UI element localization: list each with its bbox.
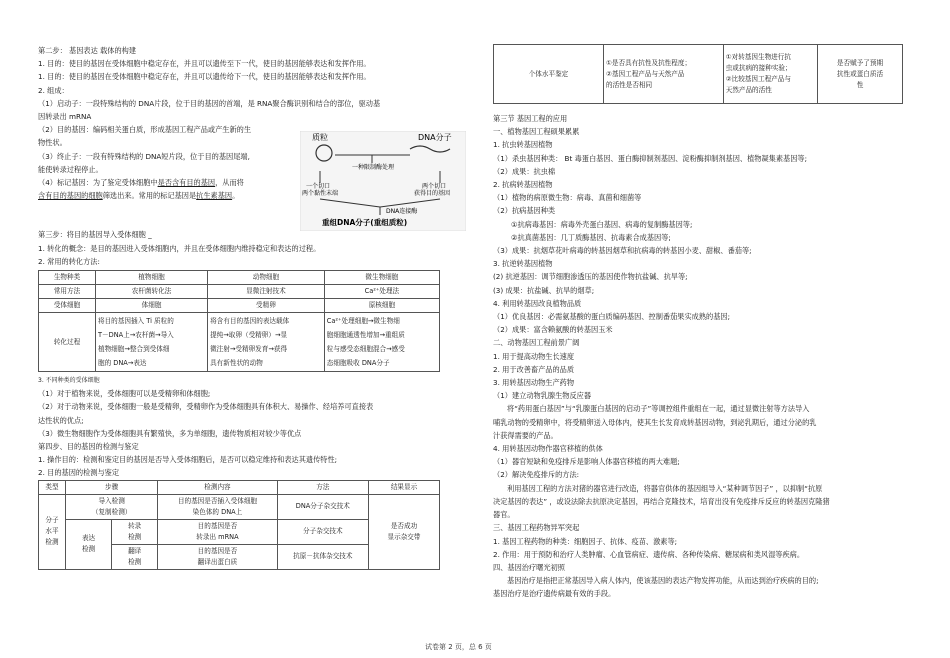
table-cell: 翻译 检测	[112, 544, 158, 569]
text-line: 物性状。	[38, 138, 67, 148]
text-line: ②抗真菌基因：几丁质酶基因、抗毒素合成基因等;	[511, 232, 671, 242]
table-cell: 导入检测 （复制检测）	[66, 494, 158, 519]
cell-line: 植物细胞→整合到受体细	[98, 345, 170, 354]
table-cell: 结果显示	[369, 480, 440, 494]
transformation-methods-table	[38, 270, 440, 372]
cell-line: 具有新性状的动物	[210, 359, 263, 368]
cut-right-line1: 两个切口	[422, 183, 447, 190]
text-span: 。	[232, 191, 240, 201]
text-line: 2. 抗病转基因植物	[493, 180, 553, 190]
table-cell: 个体水平鉴定	[494, 45, 604, 104]
table-cell: Ca²⁺处理法	[324, 285, 439, 299]
enzyme-label: 一种限制酶处理	[352, 164, 395, 171]
table-cell: ①对转基因生物进行抗 虫或抗病的接种实验； ②比较基因工程产品与 天然产品的活性	[723, 45, 817, 104]
text-line: 基因治疗是指把正常基因导入病人体内，使该基因的表达产物发挥功能，从而达到治疗疾病的目的;	[507, 576, 819, 586]
text-line: 汁获得需要的产品。	[493, 430, 558, 440]
text-line: 2. 组成：	[38, 85, 69, 95]
table-cell: 体细胞	[96, 299, 208, 313]
result-label: 重组DNA分子(重组质粒)	[322, 218, 408, 227]
text-line: 3. 抗逆转基因植物	[493, 259, 553, 269]
text-line: （2）对于动物来说，受体细胞一般是受精卵，受精卵作为受体细胞具有体积大、易操作、经培养可直接表	[38, 402, 374, 412]
table-cell	[324, 313, 439, 372]
text-line: （1）启动子：一段特殊结构的 DNA片段，位于目的基因的首端，是 RNA聚合酶识别和结合的部位，驱动基	[38, 98, 381, 108]
text-line: （2）成果：富含赖氨酸的转基因玉米	[493, 325, 613, 335]
table-cell: 转录 检测	[112, 519, 158, 544]
detection-table	[38, 480, 440, 570]
text-line: （2）抗病基因种类	[493, 206, 556, 216]
text-line: 2. 常用的转化方法:	[38, 256, 100, 266]
table-row	[39, 480, 440, 494]
cell-line: 态细胞吸收 DNA分子	[326, 359, 390, 368]
underlined-answer: 是否含有目的基因	[157, 178, 216, 188]
underlined-answer: 含有目的基因的细胞	[38, 191, 103, 201]
text-line: ①抗病毒基因：病毒外壳蛋白基因、病毒的复制酶基因等;	[511, 219, 693, 229]
table-cell: 动物细胞	[208, 271, 325, 285]
table-cell: 抗原－抗体杂交技术	[277, 544, 368, 569]
table-row	[39, 313, 440, 372]
table-cell: 原核细胞	[324, 299, 439, 313]
table-cell: 是否赋予了预期 抗性或蛋白质活 性	[818, 45, 903, 104]
table-row	[39, 271, 440, 285]
text-line: 1. 转化的概念：是目的基因进入受体细胞内，并且在受体细胞内维持稳定和表达的过程。	[38, 243, 321, 253]
text-line: 三、基因工程药物异军突起	[493, 523, 580, 533]
text-line: 4. 利用转基因改良植物品质	[493, 298, 582, 308]
text-line: （1）杀虫基因种类： Bt 毒蛋白基因、蛋白酶抑制剂基因、淀粉酶抑制剂基因、植物凝集素基因等;	[493, 153, 808, 163]
table-row	[39, 299, 440, 313]
text-line: 4. 用转基因动物作器官移植的供体	[493, 444, 603, 454]
table-cell: 生物种类	[39, 271, 96, 285]
text-line: 1. 基因工程药物的种类：细胞因子、抗体、疫苗、激素等;	[493, 536, 678, 546]
left-column	[38, 44, 478, 570]
table-row	[39, 494, 440, 519]
text-line: 利用基因工程的方法对猪的器官进行改造，将器官供体的基因组导入“某种调节因子” ，以抑制“抗原	[507, 483, 823, 493]
text-line: （1）器官短缺和免疫排斥是影响人体器官移植的两大难题;	[493, 457, 680, 467]
text-line: 哺乳动物的受精卵中，将受精卵送入母体内，使其生长发育成转基因动物，到泌乳期后，通过分泌的乳	[493, 417, 817, 427]
table-cell: 步骤	[66, 480, 158, 494]
text-line: 1. 目的：使目的基因在受体细胞中稳定存在，并且可以遗传至下一代，使目的基因能够表达和发挥作用。	[38, 59, 371, 69]
text-span: ，从而将	[215, 178, 244, 188]
recombinant-dna-diagram	[300, 131, 466, 231]
step4-title: 第四步、目的基因的检测与鉴定	[38, 442, 139, 452]
text-line: （1）植物的病原微生物：病毒、真菌和细菌等	[493, 193, 642, 203]
underlined-answer: 抗生素基因	[196, 191, 233, 201]
table-cell: 类型	[39, 480, 66, 494]
text-line: 能使转录过程停止。	[38, 164, 103, 174]
text-line: （1）对于植物来说，受体细胞可以是受精卵和体细胞;	[38, 389, 211, 399]
table-cell	[208, 313, 325, 372]
cell-line: 胞的 DNA→表达	[98, 359, 147, 368]
text-line: （3）成果：抗烟草花叶病毒的转基因烟草和抗病毒的转基因小麦、甜椒、番茄等;	[493, 246, 752, 256]
text-line: 因转录出 mRNA	[38, 112, 92, 122]
table-cell: 农杆菌转化法	[96, 285, 208, 299]
table-cell: 表达 检测	[66, 519, 112, 569]
ligase-label: DNA连接酶	[386, 208, 418, 215]
table-cell: DNA分子杂交技术	[277, 494, 368, 519]
text-line: （2）成果：抗虫棉	[493, 166, 556, 176]
cell-line: 微注射→受精卵发育→获得	[210, 345, 288, 354]
cell-line: Ca²⁺处理细胞→微生物细	[326, 317, 400, 326]
step3-title: 第三步：将目的基因导入受体细胞 _	[38, 230, 152, 240]
table-cell: 目的基因是否插入受体细胞 染色体的 DNA上	[158, 494, 277, 519]
text-line: 将“药用蛋白基因”与“乳腺蛋白基因的启动子”等调控组件重组在一起，通过显微注射等方法导入	[507, 404, 810, 414]
table-cell: 检测内容	[158, 480, 277, 494]
text-line: 器官。	[493, 510, 515, 520]
text-line: 2. 作用：用于预防和治疗人类肿瘤、心血管病症、遗传病、各种传染病、糖尿病和类风湿等疾病。	[493, 549, 805, 559]
text-line: 2. 用于改善畜产品的品质	[493, 364, 575, 374]
table-cell: 是否成功 显示杂交带	[369, 494, 440, 569]
individual-level-table	[493, 44, 903, 104]
text-line: (2) 抗逆基因：调节细胞渗透压的基因使作物抗盐碱、抗旱等;	[493, 272, 688, 282]
cell-line: 将目的基因插入 Ti 质粒的	[98, 317, 174, 326]
text-line: (3) 成果：抗盐碱、抗旱的烟草;	[493, 285, 595, 295]
table-cell: 目的基因是否 翻译出蛋白质	[158, 544, 277, 569]
step2-title: 第二步： 基因表达 载体的构建	[38, 46, 137, 55]
text-span: （4）标记基因：为了鉴定受体细胞中	[38, 178, 158, 188]
text-line: 1. 操作目的：检测和鉴定目的基因是否导入受体细胞后，是否可以稳定维持和表达其遗传特性;	[38, 455, 338, 465]
text-line: 2. 目的基因的检测与鉴定	[38, 468, 120, 478]
cut-right-line2: 获得目的基因	[414, 190, 451, 197]
table-cell: 目的基因是否 转录出 mRNA	[158, 519, 277, 544]
table-cell: 受精卵	[208, 299, 325, 313]
text-line: 1. 目的：使目的基因在受体细胞中稳定存在，并且可以遗传给下一代，使目的基因能够表达和发挥作用。	[38, 72, 371, 82]
section-title: 第三节 基因工程的应用	[493, 114, 568, 123]
table-row	[39, 285, 440, 299]
table-cell: 方法	[277, 480, 368, 494]
page-footer: 试卷第 2 页，总 6 页	[425, 643, 492, 651]
table-cell: 常用方法	[39, 285, 96, 299]
cut-left-line2: 两个黏性末端	[302, 190, 339, 197]
text-line: 3. 用转基因动物生产药物	[493, 378, 575, 388]
table-cell: 分子杂交技术	[277, 519, 368, 544]
table-cell: 受体细胞	[39, 299, 96, 313]
text-line: 四、基因治疗曙光初照	[493, 562, 565, 572]
text-line: （3）终止子：一段有特殊结构的 DNA短片段，位于目的基因尾端,	[38, 151, 250, 161]
plasmid-label: 质粒	[312, 133, 328, 142]
text-span: 筛选出来。常用的标记基因是	[102, 191, 197, 201]
cell-line: 提纯→取卵（受精卵）→显	[210, 331, 288, 340]
text-line: （2）解决免疫排斥的方法:	[493, 470, 580, 480]
text-line: 1. 抗虫转基因植物	[493, 140, 553, 150]
cell-line: 粒与感受态细胞混合→感受	[326, 345, 405, 354]
table-cell: 分子 水平 检测	[39, 494, 66, 569]
text-line: 决定基因的表达” ，或设法除去抗原决定基因，再结合克隆技术，培育出没有免疫排斥反应的转基因克隆猪	[493, 496, 830, 506]
text-line: 一、植物基因工程硕果累累	[493, 127, 580, 137]
cell-line: 将含有目的基因的表达载体	[210, 317, 290, 326]
table-cell: ①是否具有抗性及抗性程度； ②基因工程产品与天然产品 的活性是否相同	[604, 45, 724, 104]
text-line: （1）建立动物乳腺生物反应器	[493, 391, 592, 401]
table-cell	[96, 313, 208, 372]
cut-left-line1: 一个切口	[306, 183, 331, 190]
text-line: （1）优良基因：必需氨基酸的蛋白质编码基因、控制番茄果实成熟的基因;	[493, 312, 730, 322]
table-row	[494, 45, 903, 104]
text-line: 基因治疗是治疗遗传病最有效的手段。	[493, 589, 616, 599]
text-line: （2）目的基因：编码相关蛋白质，形成基因工程产品或产生新的生	[38, 125, 252, 135]
table-cell: 转化过程	[39, 313, 96, 372]
cell-line: 胞细胞通透性增加→重组质	[326, 331, 405, 340]
text-line: 二、动物基因工程前景广阔	[493, 338, 580, 348]
recombinant-dna-figure	[300, 131, 466, 231]
text-line: 1. 用于提高动物生长速度	[493, 351, 575, 361]
text-line: 3. 不同种类的受体细胞	[38, 377, 100, 385]
text-line: （3）微生物细胞作为受体细胞具有繁殖快，多为单细胞，遗传物质相对较少等优点	[38, 428, 302, 438]
text-line: 达性状的优点;	[38, 415, 84, 425]
dna-label: DNA分子	[418, 133, 452, 142]
figure-background	[300, 131, 466, 231]
right-column	[493, 44, 913, 601]
table-cell: 微生物细胞	[324, 271, 439, 285]
table-cell: 显微注射技术	[208, 285, 325, 299]
cell-line: T－DNA上→农杆菌→导入	[98, 331, 174, 340]
table-cell: 植物细胞	[96, 271, 208, 285]
